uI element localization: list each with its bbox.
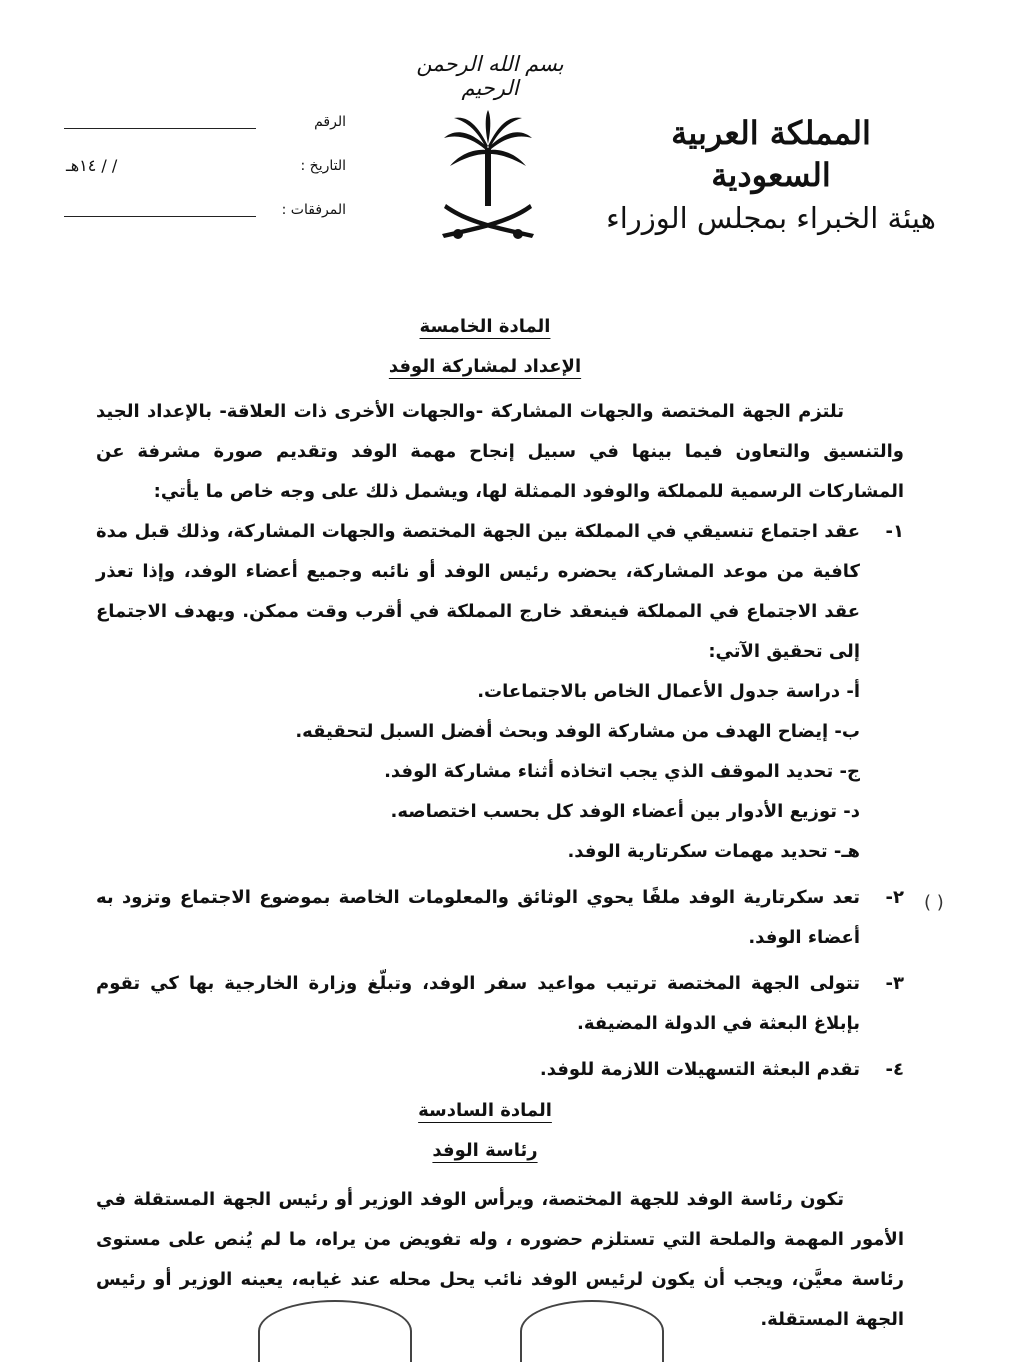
article6-title: المادة السادسة [418, 1100, 552, 1121]
item-number: ٣- [885, 973, 904, 994]
kingdom-name: المملكة العربية السعودية [671, 114, 871, 194]
item-number: ٢- [885, 887, 904, 908]
article6-subtitle: رئاسة الوفد [432, 1140, 538, 1161]
reference-fields [56, 114, 346, 246]
authority-name: هيئة الخبراء بمجلس الوزراء [606, 201, 936, 235]
item-number: ١- [885, 521, 904, 542]
official-stamp [520, 1300, 664, 1362]
list-item [96, 1050, 904, 1090]
item-text: عقد اجتماع تنسيقي في المملكة بين الجهة المختصة والجهات المشاركة، وذلك قبل مدة كافية من موعد المشاركة، يحضره رئيس الوفد أو نائبه وجميع أعضاء الوفد، وإذا تعذر عقد الاجتماع في المملكة فينعقد خارج المملكة في أقرب وقت ممكن. ويهدف الاجتماع إلى تحقيق الآتي: [96, 521, 860, 662]
number-row [56, 114, 346, 158]
sub-item: أ- دراسة جدول الأعمال الخاص بالاجتماعات. [477, 681, 860, 702]
article6-body [96, 1180, 904, 1340]
attachments-line [64, 216, 256, 217]
item-number: ٤- [885, 1059, 904, 1080]
date-value: / / ١٤هـ [66, 156, 118, 175]
item-text: تعد سكرتارية الوفد ملفًا يحوي الوثائق والمعلومات الخاصة بموضوع الاجتماع وتزود به أعضاء الوفد. [96, 887, 860, 948]
sub-item: ب- إيضاح الهدف من مشاركة الوفد وبحث أفضل السبل لتحقيقه. [295, 721, 860, 742]
margin-mark: ( ) [924, 892, 944, 913]
list-item [96, 964, 904, 1044]
article5-intro: تلتزم الجهة المختصة والجهات المشاركة -والجهات الأخرى ذات العلاقة- بالإعداد الجيد والتنسيق والتعاون فيما بينها في سبيل إنجاح مهمة الوفد وتقديم صورة مشرفة عن المشاركات الرسمية للمملكة والوفود الممثلة لها، ويشمل ذلك على وجه خاص ما يأتي: [96, 401, 904, 502]
article6-text: تكون رئاسة الوفد للجهة المختصة، ويرأس الوفد الوزير أو رئيس الجهة المستقلة في الأمور المهمة والملحة التي تستلزم حضوره ، وله تفويض من يراه، ما لم يُنص على مستوى رئاسة معيَّن، ويجب أن يكون لرئيس الوفد نائب يحل محله عند غيابه، يعينه الوزير أو رئيس الجهة المستقلة. [96, 1189, 904, 1330]
article5-subtitle: الإعداد لمشاركة الوفد [388, 356, 582, 377]
sub-item: د- توزيع الأدوار بين أعضاء الوفد كل بحسب اختصاصه. [390, 801, 860, 822]
item-text: تقدم البعثة التسهيلات اللازمة للوفد. [539, 1059, 860, 1080]
official-stamp [258, 1300, 412, 1362]
article5-title: المادة الخامسة [419, 316, 551, 337]
item-text: تتولى الجهة المختصة ترتيب مواعيد سفر الوفد، وتبلّغ وزارة الخارجية بها كي تقوم بإبلاغ البعثة في الدولة المضيفة. [96, 973, 860, 1034]
sub-item: ج- تحديد الموقف الذي يجب اتخاذه أثناء مشاركة الوفد. [384, 761, 860, 782]
attachments-row [56, 202, 346, 246]
letterhead-title [606, 112, 936, 240]
list-item [96, 512, 904, 672]
date-label: التاريخ : [300, 158, 346, 174]
article5-body [96, 392, 904, 1090]
date-row [56, 158, 346, 202]
number-label: الرقم [314, 114, 346, 130]
basmala: بسم الله الرحمن الرحيم [416, 52, 564, 100]
palm-and-swords-emblem-icon [438, 108, 538, 248]
number-line [64, 128, 256, 129]
attachments-label: المرفقات : [281, 202, 346, 218]
list-item [96, 878, 904, 958]
sub-item: هـ- تحديد مهمات سكرتارية الوفد. [567, 841, 860, 862]
